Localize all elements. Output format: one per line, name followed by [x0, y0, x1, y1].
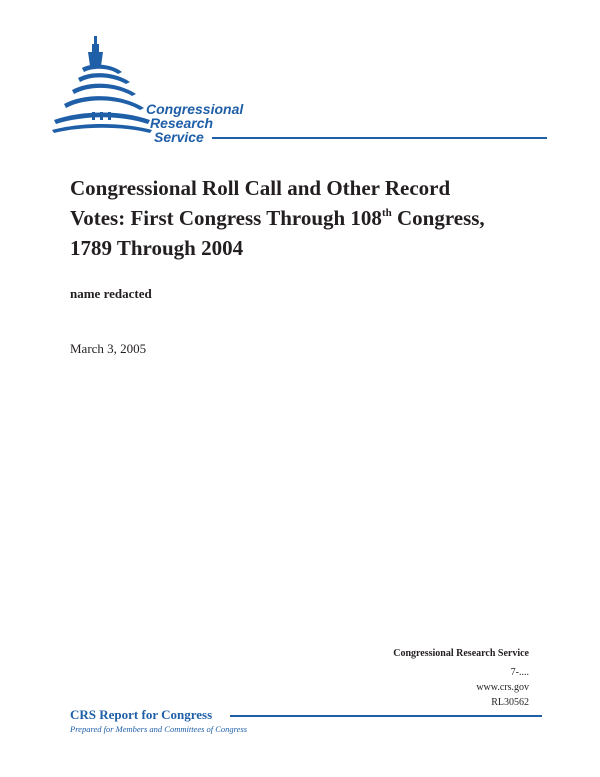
title-line-3: 1789 Through 2004: [70, 236, 244, 260]
logo-line-3: Service: [154, 129, 204, 145]
report-title: [70, 173, 550, 263]
title-line-1: Congressional Roll Call and Other Record: [70, 176, 451, 200]
crs-logo: [52, 34, 547, 146]
title-superscript: th: [381, 207, 392, 219]
author: name redacted: [70, 286, 152, 301]
title-line-2-post: Congress,: [391, 206, 485, 230]
title-line-2-pre: Votes: First Congress Through 108: [70, 206, 382, 230]
logo-line-2: Research: [150, 115, 214, 131]
logo-line-1: Congressional: [146, 101, 244, 117]
footer-subtitle: Prepared for Members and Committees of Congress: [70, 724, 248, 734]
footer-rule: [230, 715, 542, 717]
logo-rule: [212, 137, 547, 139]
footer-title: CRS Report for Congress: [70, 707, 213, 722]
phone-number: 7-....: [510, 667, 529, 678]
organization-name: Congressional Research Service: [393, 648, 529, 659]
report-number: RL30562: [491, 697, 529, 708]
capitol-dome-icon: [52, 34, 152, 146]
report-date: March 3, 2005: [70, 341, 147, 356]
contact-info: [393, 646, 529, 710]
website[interactable]: www.crs.gov: [476, 682, 529, 693]
